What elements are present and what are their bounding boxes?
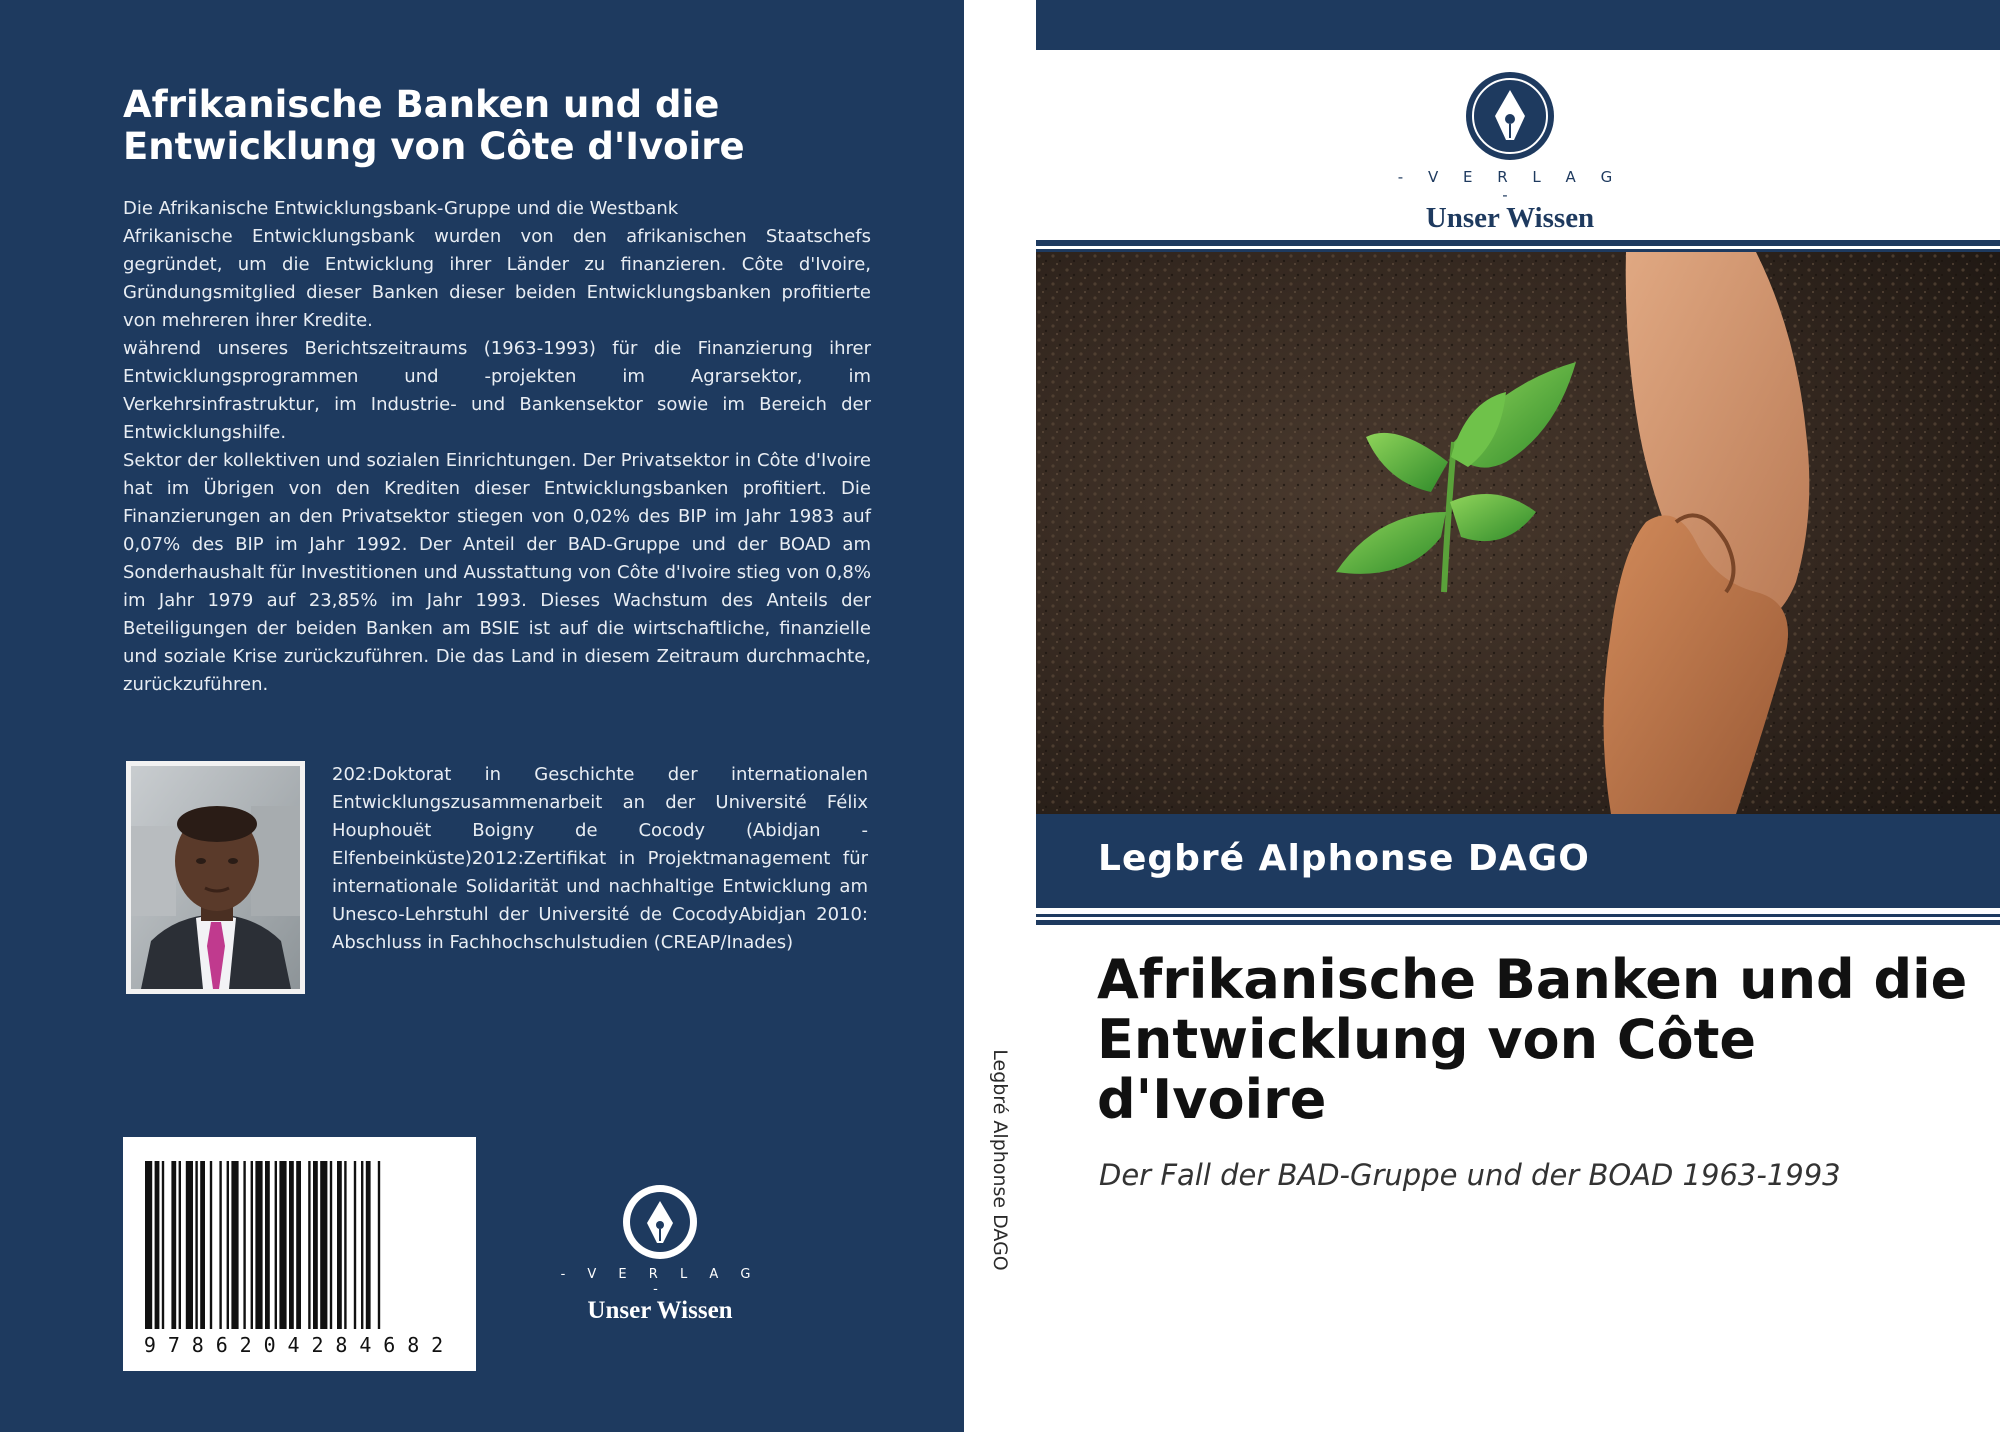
barcode-bar <box>200 1161 205 1329</box>
barcode-bar <box>231 1161 238 1329</box>
blurb-paragraph: Die Afrikanische Entwicklungsbank-Gruppe und die Westbank <box>123 198 679 219</box>
barcode-bar <box>330 1161 332 1329</box>
author-bio: 202:Doktorat in Geschichte der internationalen Entwicklungszusammenarbeit an der Université Félix Houphouët Boigny de Cocody (Abidjan - Elfenbeinküste)2012:Zertifikat in Projektmanagement für internationale Solidarität und nachhaltige Entwicklung am Unesco-Lehrstuhl der Université de CocodyAbidjan 2010: Abschluss in Fachhochschulstudien (CREAP/Inades) <box>332 764 868 953</box>
author-band <box>1036 814 2000 908</box>
back-cover-title: Afrikanische Banken und die Entwicklung von Côte d'Ivoire <box>123 83 745 168</box>
barcode-bar <box>344 1161 346 1329</box>
barcode-bar <box>378 1161 380 1329</box>
hands-holding-seedling-photo <box>1036 252 2000 814</box>
barcode-bar <box>219 1161 221 1329</box>
barcode-bar <box>265 1161 270 1329</box>
author-portrait <box>126 761 305 994</box>
cover-image <box>1036 252 2000 814</box>
barcode-bar <box>186 1161 193 1329</box>
blurb-paragraph: Sektor der kollektiven und sozialen Einrichtungen. Der Privatsektor in Côte d'Ivoire hat im Übrigen von den Krediten dieser Entwicklungsbanken profitiert. Die Finanzierungen an den Privatsektor stiegen von 0,02% des BIP im Jahr 1983 auf 0,07% des BIP im Jahr 1992. Der Anteil der BAD-Gruppe und der BOAD am Sonderhaushalt für Investitionen und Ausstattung von Côte d'Ivoire stieg von 0,8% im Jahr 1979 auf 23,85% im Jahr 1993. Dieses Wachstum des Anteils der Beteiligungen der beiden Banken am BSIE ist auf die wirtschaftliche, finanzielle und soziale Krise zurückzuführen. Die das Land in diesem Zeitraum durchmachte, zurückzuführen. <box>123 450 871 695</box>
barcode-bar <box>251 1161 253 1329</box>
fountain-pen-nib-icon <box>621 1183 699 1261</box>
logo-brand-name: Unser Wissen <box>587 1297 733 1324</box>
front-cover-subtitle: Der Fall der BAD-Gruppe und der BOAD 1963-1993 <box>1099 1158 1841 1192</box>
barcode-bar <box>243 1161 245 1329</box>
barcode-bar <box>354 1161 356 1329</box>
barcode-bar <box>195 1161 197 1329</box>
logo-verlag-label: - V E R L A G - <box>1397 168 1623 204</box>
fountain-pen-nib-icon <box>1464 70 1556 162</box>
barcode-bar <box>313 1161 318 1329</box>
barcode-bar <box>289 1161 294 1329</box>
barcode-bar <box>337 1161 342 1329</box>
isbn-number: 9786204284682 <box>143 1333 456 1357</box>
divider <box>1036 914 2000 917</box>
barcode-bar <box>179 1161 181 1329</box>
back-publisher-logo <box>560 1183 760 1324</box>
barcode-bar <box>279 1161 286 1329</box>
divider <box>1036 920 2000 925</box>
logo-brand-name: Unser Wissen <box>1425 202 1595 234</box>
barcode-bar <box>361 1161 363 1329</box>
barcode-bar <box>210 1161 212 1329</box>
front-top-bar <box>1036 0 2000 50</box>
barcode-bar <box>366 1161 371 1329</box>
front-publisher-logo <box>1385 70 1635 235</box>
barcode-bar <box>155 1161 160 1329</box>
barcode-bar <box>320 1161 327 1329</box>
barcode-bar <box>275 1161 277 1329</box>
barcode-bar <box>171 1161 176 1329</box>
barcode-bar <box>227 1161 229 1329</box>
divider <box>1036 240 2000 246</box>
barcode-bar <box>296 1161 301 1329</box>
front-author-name: Legbré Alphonse DAGO <box>1098 838 1590 879</box>
blurb-paragraph: Afrikanische Entwicklungsbank wurden von den afrikanischen Staatschefs gegründet, um die Entwicklung ihrer Länder zu finanzieren. Côte d'Ivoire, Gründungsmitglied dieser Banken dieser beiden Entwicklungsbanken profitierte von mehreren ihrer Kredite. <box>123 226 871 331</box>
barcode <box>123 1137 476 1371</box>
logo-verlag-label: - V E R L A G - <box>560 1267 760 1297</box>
barcode-bar <box>308 1161 310 1329</box>
spine-author: Legbré Alphonse DAGO <box>989 1049 1011 1271</box>
barcode-icon <box>143 1161 456 1329</box>
barcode-bar <box>162 1161 164 1329</box>
front-cover-title: Afrikanische Banken und die Entwicklung von Côte d'Ivoire <box>1097 948 1968 1131</box>
blurb-paragraph: während unseres Berichtszeitraums (1963-1993) für die Finanzierung ihrer Entwicklungsprogrammen und -projekten im Agrarsektor, im Verkehrsinfrastruktur, im Industrie- und Bankensektor sowie im Bereich der Entwicklungshilfe. <box>123 338 871 443</box>
author-portrait-image <box>131 766 300 989</box>
barcode-bar <box>145 1161 152 1329</box>
back-cover-blurb <box>123 195 871 699</box>
barcode-bar <box>255 1161 262 1329</box>
